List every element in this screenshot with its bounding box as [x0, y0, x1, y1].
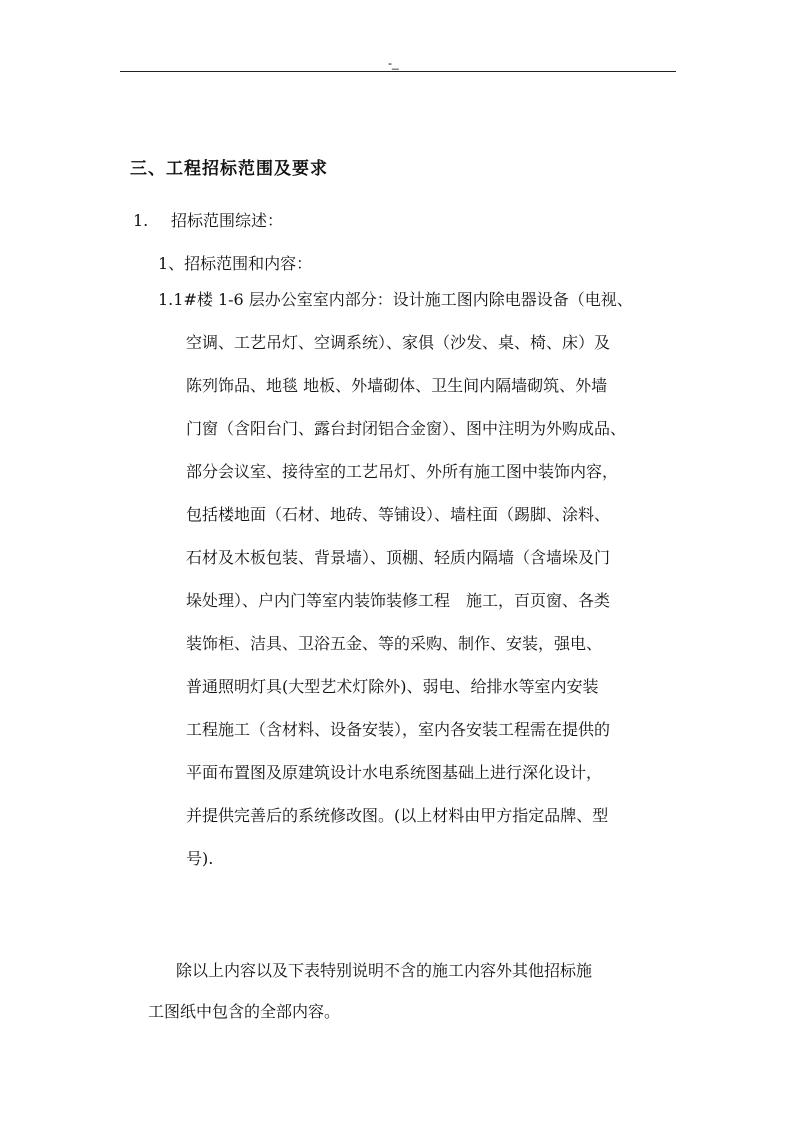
scope-line: 普通照明灯具(大型艺术灯除外)、弱电、给排水等室内安装	[186, 677, 599, 696]
scope-line: 平面布置图及原建筑设计水电系统图基础上进行深化设计，	[186, 763, 603, 782]
scope-line: 装饰柜、洁具、卫浴五金、等的采购、制作、安装，强电、	[186, 634, 603, 653]
closing-paragraph	[148, 956, 688, 1038]
outline-level1	[133, 208, 283, 231]
section-title: 三、工程招标范围及要求	[130, 159, 328, 179]
outline-level2: 1、招标范围和内容：	[158, 254, 313, 273]
scope-line: 空调、工艺吊灯、空调系统）、家俱（沙发、桌、椅、床）及	[186, 333, 611, 352]
scope-line: 并提供完善后的系统修改图。(以上材料由甲方指定品牌、型	[186, 806, 609, 825]
outline-level1-label: 招标范围综述：	[171, 211, 284, 230]
scope-line: 工程施工（含材料、设备安装），室内各安装工程需在提供的	[186, 720, 611, 739]
scope-line: 垛处理）、户内门等室内装饰装修工程 施工，百页窗、各类	[186, 591, 611, 610]
scope-line: 号).	[186, 849, 214, 868]
scope-line: 石材及木板包装、背景墙）、顶棚、轻质内隔墙（含墙垛及门	[186, 548, 611, 567]
scope-line: 1.1#楼 1-6 层办公室室内部分：设计施工图内除电器设备（电视、	[158, 290, 633, 309]
scope-line: 部分会议室、接待室的工艺吊灯、外所有施工图中装饰内容，	[186, 462, 619, 481]
scope-line: 包括楼地面（石材、地砖、等铺设）、墙柱面（踢脚、涂料、	[186, 505, 611, 524]
outline-level1-number: 1.	[133, 211, 149, 230]
page-header-mark: -_	[388, 56, 399, 70]
scope-item-1-1	[158, 285, 678, 887]
scope-line: 陈列饰品、地毯 地板、外墙砌体、卫生间内隔墙砌筑、外墙	[186, 376, 608, 395]
closing-line: 工图纸中包含的全部内容。	[148, 1002, 341, 1021]
header-rule	[120, 71, 676, 72]
closing-line: 除以上内容以及下表特别说明不含的施工内容外其他招标施	[176, 961, 593, 980]
scope-line: 门窗（含阳台门、露台封闭铝合金窗）、图中注明为外购成品、	[186, 419, 627, 438]
